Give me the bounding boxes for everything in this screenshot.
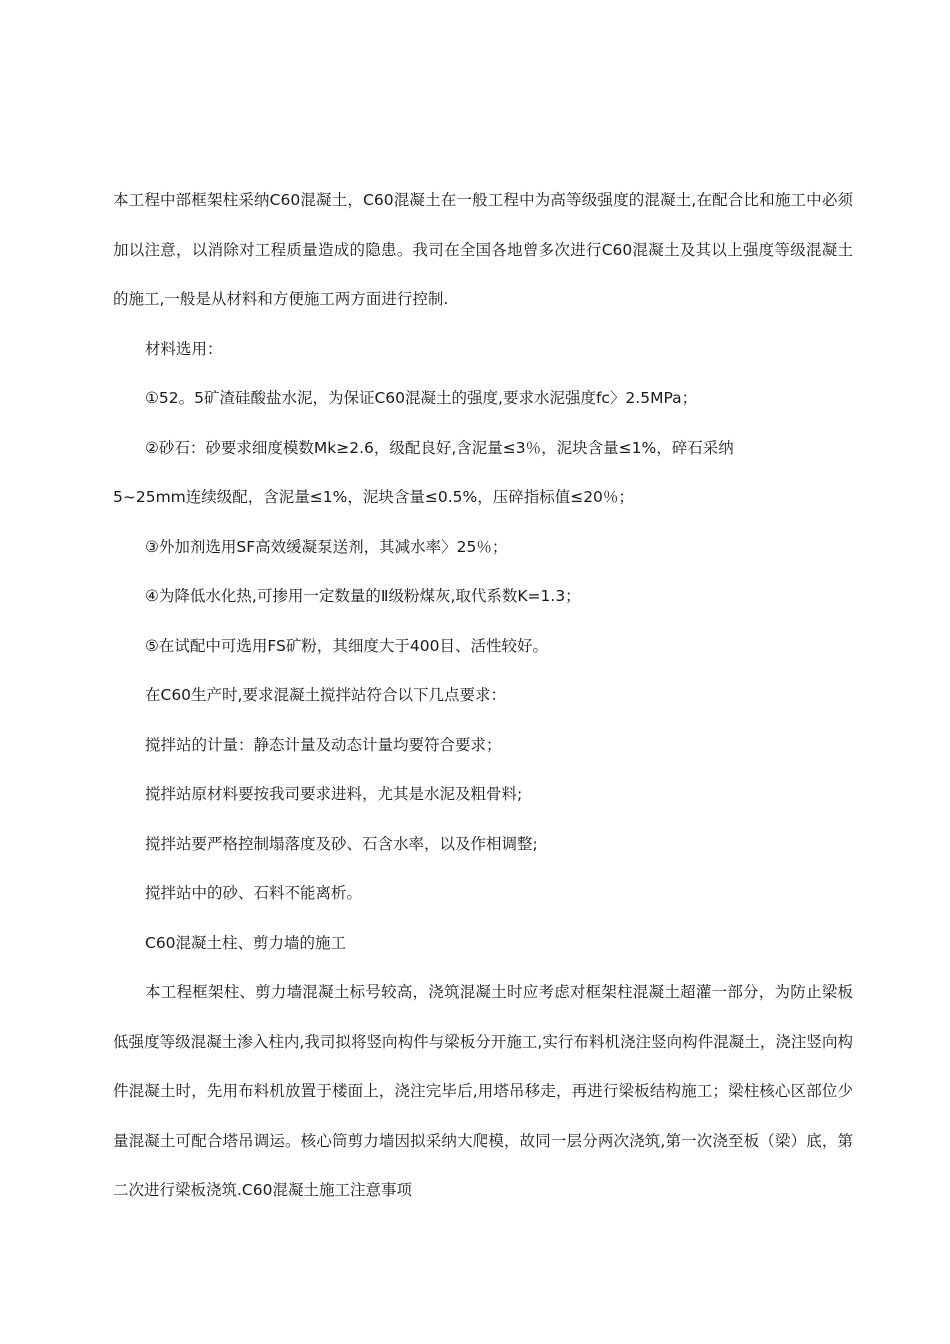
intro-paragraph: 本工程中部框架柱采纳C60混凝土，C60混凝土在一般工程中为高等级强度的混凝土,在配合比和施工中必须加以注意，以消除对工程质量造成的隐患。我司在全国各地曾多次进行C60混凝土及其以上强度等级混凝土的施工,一般是从材料和方便施工两方面进行控制. — [113, 191, 853, 308]
document-body — [113, 176, 853, 1216]
construction-heading: C60混凝土柱、剪力墙的施工 — [145, 933, 347, 952]
materials-heading: 材料选用： — [145, 339, 223, 358]
plant-requirement-metering: 搅拌站的计量：静态计量及动态计量均要符合要求； — [145, 735, 502, 754]
material-item-sand-stone-cont: 5~25mm连续级配，含泥量≤1%，泥块含量≤0.5%，压碎指标值≤20％； — [113, 488, 634, 506]
plant-requirement-segregation: 搅拌站中的砂、石料不能离析。 — [145, 884, 363, 902]
material-item-fly-ash: ④为降低水化热,可掺用一定数量的Ⅱ级粉煤灰,取代系数K=1.3； — [145, 587, 581, 605]
construction-paragraph: 本工程框架柱、剪力墙混凝土标号较高，浇筑混凝土时应考虑对框架柱混凝土超灌一部分，为防止梁板低强度等级混凝土渗入柱内,我司拟将竖向构件与梁板分开施工,实行布料机浇注竖向构件混凝土，浇注竖向构件混凝土时，先用布料机放置于楼面上，浇注完毕后,用塔吊移走，再进行梁板结构施工；梁柱核心区部位少量混凝土可配合塔吊调运。核心筒剪力墙因拟采纳大爬模，故同一层分两次浇筑,第一次浇至板（梁）底，第二次进行梁板浇筑.C60混凝土施工注意事项 — [113, 983, 853, 1199]
material-item-admixture: ③外加剂选用SF高效缓凝泵送剂，其减水率〉25％； — [145, 537, 508, 556]
material-item-sand-stone: ②砂石：砂要求细度模数Mk≥2.6，级配良好,含泥量≤3％，泥块含量≤1%，碎石采纳 — [145, 438, 734, 457]
material-item-slag-powder: ⑤在试配中可选用FS矿粉，其细度大于400目、活性较好。 — [145, 636, 548, 655]
material-item-cement: ①52。5矿渣硅酸盐水泥，为保证C60混凝土的强度,要求水泥强度fc〉2.5MPa； — [145, 389, 698, 407]
plant-requirements-intro: 在C60生产时,要求混凝土搅拌站符合以下几点要求： — [145, 686, 506, 704]
plant-requirement-slump: 搅拌站要严格控制塌落度及砂、石含水率，以及作相调整; — [145, 834, 538, 853]
plant-requirement-raw-materials: 搅拌站原材料要按我司要求进料，尤其是水泥及粗骨料; — [145, 785, 523, 803]
